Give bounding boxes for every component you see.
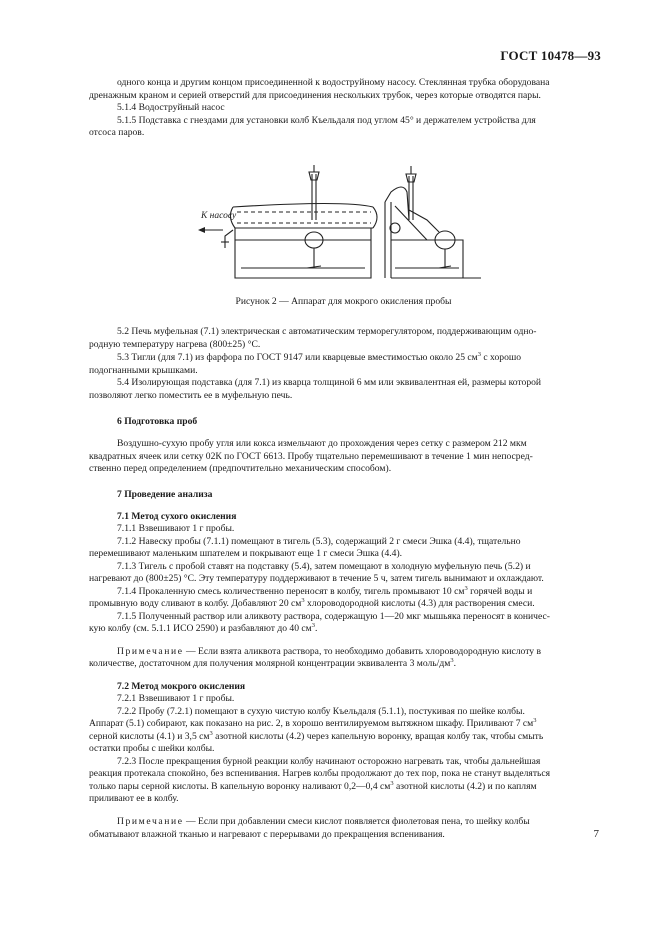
text-line: 7.1.2 Навеску пробы (7.1.1) помещают в тигель (5.3), содержащий 2 г смеси Эшка (4.4), тщательно xyxy=(117,536,521,547)
section-heading: 6 Подготовка проб xyxy=(117,416,198,427)
text-line: приливают ее в колбу. xyxy=(89,793,179,804)
text-line: 7.1.5 Полученный раствор или аликвоту раствора, содержащую 1—20 мкг мышьяка переносят в коничес- xyxy=(117,611,550,622)
text-line: 5.2 Печь муфельная (7.1) электрическая с автоматическим терморегулятором, поддерживающим одно- xyxy=(117,326,537,337)
text-line: промывную воду сливают в колбу. Добавляют 20 $см^3$ хлороводородной кислоты (4.3) для растворения смеси. xyxy=(89,596,535,609)
text-line: 5.1.4 Водоструйный насос xyxy=(117,102,225,113)
text-line: 5.1.5 Подставка с гнездами для установки колб Къельдаля под углом 45° и держателем устройства для xyxy=(117,115,536,126)
text-line: позволяют легко поместить ее в муфельную печь. xyxy=(89,390,293,401)
apparatus-figure xyxy=(195,160,495,288)
text-line: 7.2.3 После прекращения бурной реакции колбу начинают осторожно нагревать так, чтобы дальнейшая xyxy=(117,756,541,767)
pump-label: К насосу xyxy=(201,211,237,221)
subsection-heading: 7.2 Метод мокрого окисления xyxy=(117,681,246,692)
text-line: 7.2.1 Взвешивают 1 г пробы. xyxy=(117,693,235,704)
text-line: обматывают влажной тканью и нагревают с перерывами до прекращения вспенивания. xyxy=(89,829,445,840)
text-line: кую колбу (см. 5.1.1 ИСО 2590) и разбавляют до 40 $см^3$. xyxy=(89,621,318,634)
text-line: 7.1.4 Прокаленную смесь количественно переносят в колбу, тигель промывают 10 $см^3$ горячей воды и xyxy=(117,584,533,597)
text-line: 7.2.2 Пробу (7.2.1) помещают в сухую чистую колбу Къельдаля (5.1.1), постукивая по шейке колбы. xyxy=(117,706,525,717)
text-line: серной кислоты (4.1) и 3,5 $см^3$ азотной кислоты (4.2) через капельную воронку, вращая колбу так, чтобы смыть xyxy=(89,729,544,742)
text-line: Воздушно-сухую пробу угля или кокса измельчают до прохождения через сетку с размером 212 мкм xyxy=(117,438,527,449)
note: Примечание — Если при добавлении смеси кислот появляется фиолетовая пена, то шейку колбы xyxy=(117,816,530,827)
text-line: ственно перед определением (предпочтительно механическим способом). xyxy=(89,463,392,474)
text-line: 5.4 Изолирующая подставка (для 7.1) из кварца толщиной 6 мм или эквивалентная ей, размеры которой xyxy=(117,377,542,388)
text-line: 5.3 Тигли (для 7.1) из фарфора по ГОСТ 9147 или кварцевые вместимостью около 25 $см^3$ с хорошо xyxy=(117,350,522,363)
text-line: Аппарат (5.1) собирают, как показано на рис. 2, в хорошо вентилируемом вытяжном шкафу. Приливают 7 $см^3$ xyxy=(89,716,537,729)
text-line: подогнанными крышками. xyxy=(89,365,198,376)
text-line: квадратных ячеек или сетку 02К по ГОСТ 6613. Пробу тщательно перемешивают в течение 1 мин непосред- xyxy=(89,451,533,462)
figure-caption: Рисунок 2 — Аппарат для мокрого окисления пробы xyxy=(235,296,452,307)
text-line: только пары серной кислоты. В капельную воронку наливают 0,2—0,4 $см^3$ азотной кислоты (4.2) и по каплям xyxy=(89,779,537,792)
page-number: 7 xyxy=(593,828,599,840)
note: Примечание — Если взята аликвота раствора, то необходимо добавить хлороводородную кислоту в xyxy=(117,646,542,657)
subsection-heading: 7.1 Метод сухого окисления xyxy=(117,511,237,522)
text-line: одного конца и другим концом присоединенной к водоструйному насосу. Стеклянная трубка оборудована xyxy=(117,77,550,88)
text-line: 7.1.1 Взвешивают 1 г пробы. xyxy=(117,523,235,534)
text-line: перемешивают маленьким шпателем и покрывают еще 1 г смеси Эшка (4.4). xyxy=(89,548,403,559)
text-line: 7.1.3 Тигель с пробой ставят на подставку (5.4), затем помещают в холодную муфельную печь (5.2) и xyxy=(117,561,531,572)
text-line: дренажным краном и серией отверстий для присоединения нескольких трубок, через которые отводятся пары. xyxy=(89,90,541,101)
text-line: реакция протекала спокойно, без вспенивания. Нагрев колбы продолжают до тех пор, пока не станут выделяться xyxy=(89,768,551,779)
text-line: отсоса паров. xyxy=(89,127,145,138)
section-heading: 7 Проведение анализа xyxy=(117,489,213,500)
text-line: остатки пробы с шейки колбы. xyxy=(89,743,215,754)
text-line: нагревают до (800±25) °С. Эту температуру поддерживают в течение 5 ч, затем тигель вынимают и охлаждают. xyxy=(89,573,544,584)
standard-header: ГОСТ 10478—93 xyxy=(500,48,601,63)
text-line: родную температуру нагрева (800±25) °С. xyxy=(89,339,261,350)
text-line: количестве, достаточном для получения молярной концентрации эквивалента 3 моль/$дм^3$. xyxy=(89,656,456,669)
